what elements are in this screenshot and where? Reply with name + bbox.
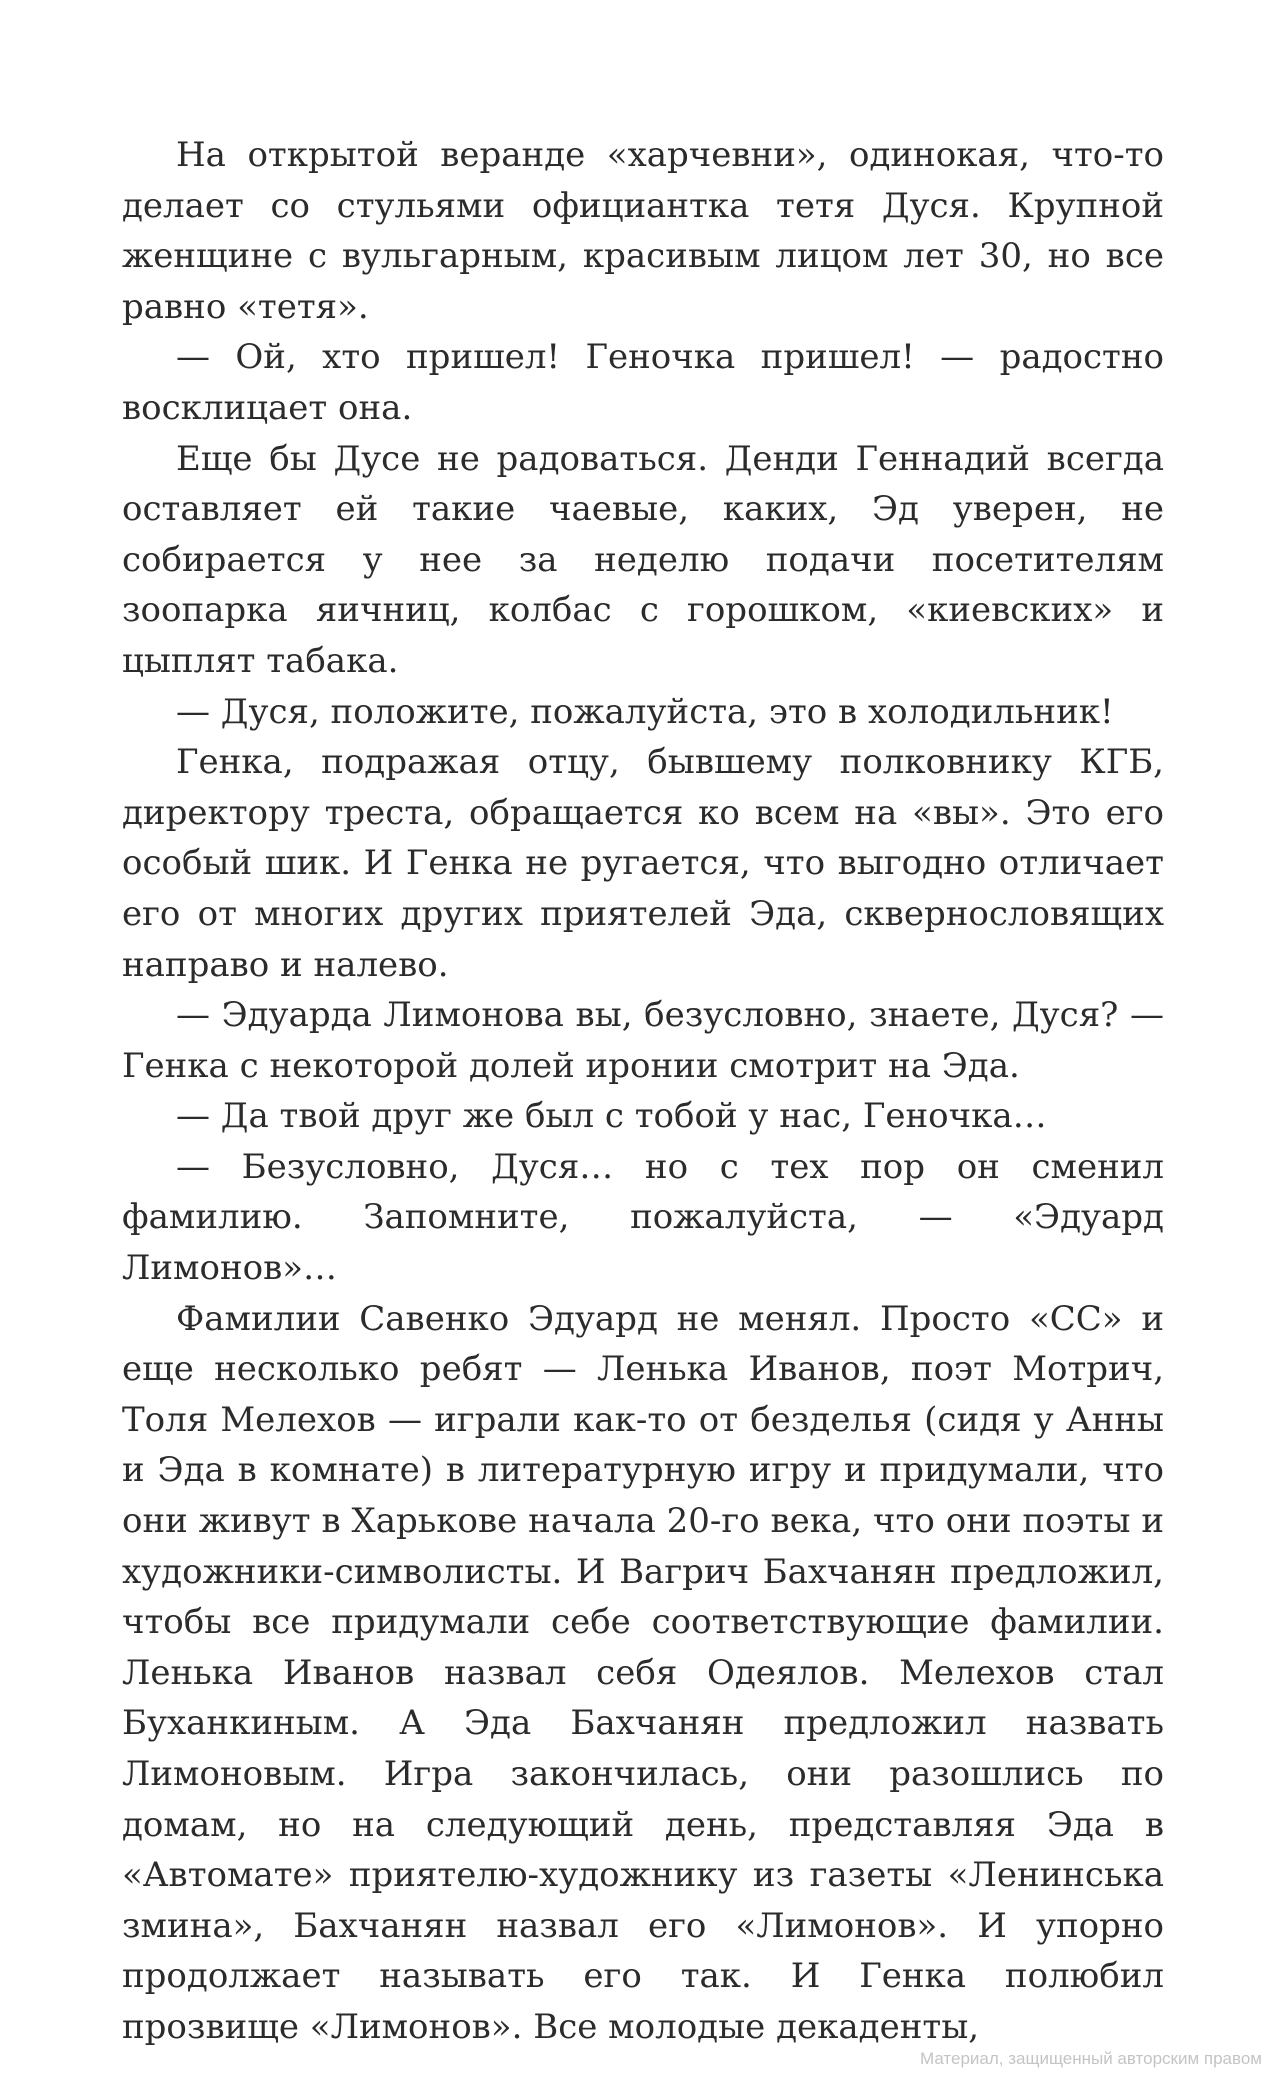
book-page-text [122,130,1164,2053]
copyright-watermark: Материал, защищенный авторским правом [919,2049,1262,2068]
paragraph: — Безусловно, Дуся… но с тех пор он сменил фамилию. Запомните, пожалуйста, — «Эдуард Лимонов»… [122,1146,1164,1289]
paragraph: — Дуся, положите, пожалуйста, это в холодильник! [176,691,1114,732]
paragraph: Генка, подражая отцу, бывшему полковнику КГБ, директору треста, обращается ко всем на «вы». Это его особый шик. И Генка не ругается, что выгодно отличает его от многих других приятелей Эда, сквернословящих направо и налево. [122,742,1164,985]
paragraph: Еще бы Дусе не радоваться. Денди Геннадий всегда оставляет ей такие чаевые, каких, Эд уверен, не собирается у нее за неделю подачи посетителям зоопарка яичниц, колбас с горошком, «киевских» и цыплят табака. [122,438,1164,681]
paragraph: — Эдуарда Лимонова вы, безусловно, знаете, Дуся? — Генка с некоторой долей иронии смотрит на Эда. [122,995,1164,1086]
paragraph: — Да твой друг же был с тобой у нас, Геночка… [176,1096,1047,1137]
paragraph: На открытой веранде «харчевни», одинокая, что-то делает со стульями официантка тетя Дуся. Крупной женщине с вульгарным, красивым лицом лет 30, но все равно «тетя». [122,135,1164,327]
paragraph: Фамилии Савенко Эдуард не менял. Просто «СС» и еще несколько ребят — Ленька Иванов, поэт Мотрич, Толя Мелехов — играли как-то от безделья (сидя у Анны и Эда в комнате) в литературную игру и придумали, что они живут в Харькове начала 20-го века, что они поэты и художники-символисты. И Вагрич Бахчанян предложил, чтобы все придумали себе соответствующие фамилии. Ленька Иванов назвал себя Одеялов. Мелехов стал Буханкиным. А Эда Бахчанян предложил назвать Лимоновым. Игра закончилась, они разошлись по домам, но на следующий день, представляя Эда в «Автомате» приятелю-художнику из газеты «Ленинська змина», Бахчанян назвал его «Лимонов». И упорно продолжает называть его так. И Генка полюбил прозвище «Лимонов». Все молодые декаденты, [122,1298,1164,2047]
paragraph: — Ой, хто пришел! Геночка пришел! — радостно восклицает она. [122,337,1164,428]
